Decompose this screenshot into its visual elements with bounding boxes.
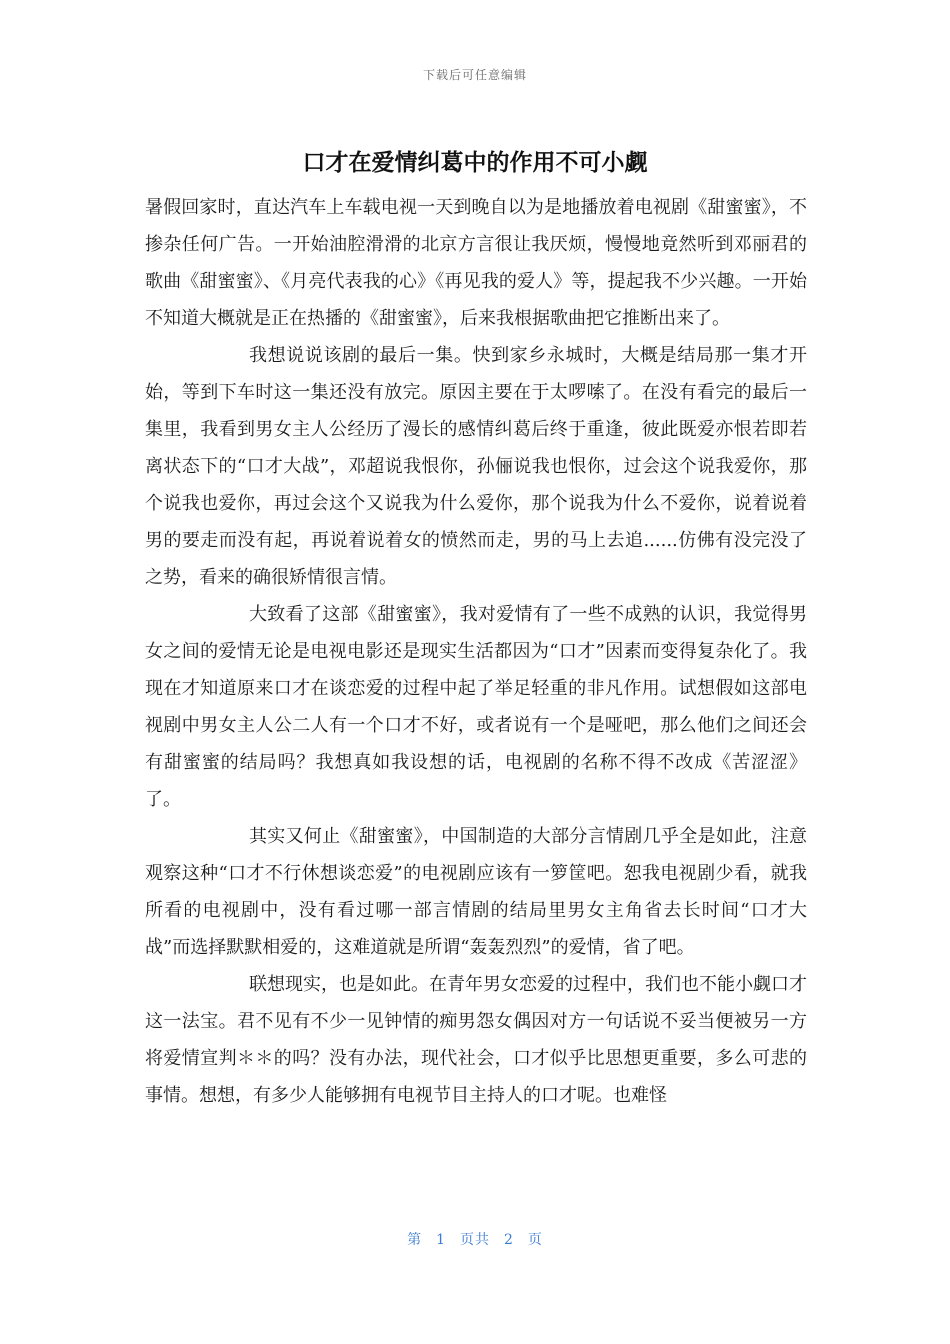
page-current: 1 (436, 1232, 446, 1248)
paragraph-5: 联想现实，也是如此。在青年男女恋爱的过程中，我们也不能小觑口才这一法宝。君不见有不少一见钟情的痴男怨女偶因对方一句话说不妥当便被另一方将爱情宣判＊＊的吗？没有办法，现代社会，口才似乎比思想更重要，多么可悲的事情。想想，有多少人能够拥有电视节目主持人的口才呢。也难怪 (145, 974, 807, 1106)
page-prefix: 第 (407, 1232, 423, 1248)
header-note: 下载后可任意编辑 (422, 68, 527, 82)
page-mid: 页共 (460, 1232, 490, 1248)
document-title: 口才在爱情纠葛中的作用不可小觑 (302, 150, 648, 176)
document-body (145, 189, 807, 1114)
page-footer (0, 1229, 950, 1249)
paragraph-1: 暑假回家时，直达汽车上车载电视一天到晚自以为是地播放着电视剧《甜蜜蜜》，不掺杂任何广告。一开始油腔滑滑的北京方言很让我厌烦，慢慢地竟然听到邓丽君的歌曲《甜蜜蜜》、《月亮代表我的心》《再见我的爱人》等，提起我不少兴趣。一开始不知道大概就是正在热播的《甜蜜蜜》，后来我根据歌曲把它推断出来了。 (145, 197, 807, 329)
paragraph-4: 其实又何止《甜蜜蜜》，中国制造的大部分言情剧几乎全是如此，注意观察这种“口才不行休想谈恋爱”的电视剧应该有一箩筐吧。恕我电视剧少看，就我所看的电视剧中，没有看过哪一部言情剧的结局里男女主角省去长时间“口才大战”而选择默默相爱的，这难道就是所谓“轰轰烈烈”的爱情，省了吧。 (145, 826, 807, 958)
page-total: 2 (504, 1232, 514, 1248)
paragraph-3: 大致看了这部《甜蜜蜜》，我对爱情有了一些不成熟的认识，我觉得男女之间的爱情无论是电视电影还是现实生活都因为“口才”因素而变得复杂化了。我现在才知道原来口才在谈恋爱的过程中起了举足轻重的非凡作用。试想假如这部电视剧中男女主人公二人有一个口才不好，或者说有一个是哑吧，那么他们之间还会有甜蜜蜜的结局吗？我想真如我设想的话，电视剧的名称不得不改成《苦涩涩》了。 (145, 604, 807, 810)
page-suffix: 页 (527, 1232, 543, 1248)
paragraph-2: 我想说说该剧的最后一集。快到家乡永城时，大概是结局那一集才开始，等到下车时这一集还没有放完。原因主要在于太啰嗦了。在没有看完的最后一集里，我看到男女主人公经历了漫长的感情纠葛后终于重逢，彼此既爱亦恨若即若离状态下的“口才大战”，邓超说我恨你，孙俪说我也恨你，过会这个说我爱你，那个说我也爱你，再过会这个又说我为什么爱你，那个说我为什么不爱你，说着说着男的要走而没有起，再说着说着女的愤然而走，男的马上去追......仿佛有没完没了之势，看来的确很矫情很言情。 (145, 345, 807, 588)
